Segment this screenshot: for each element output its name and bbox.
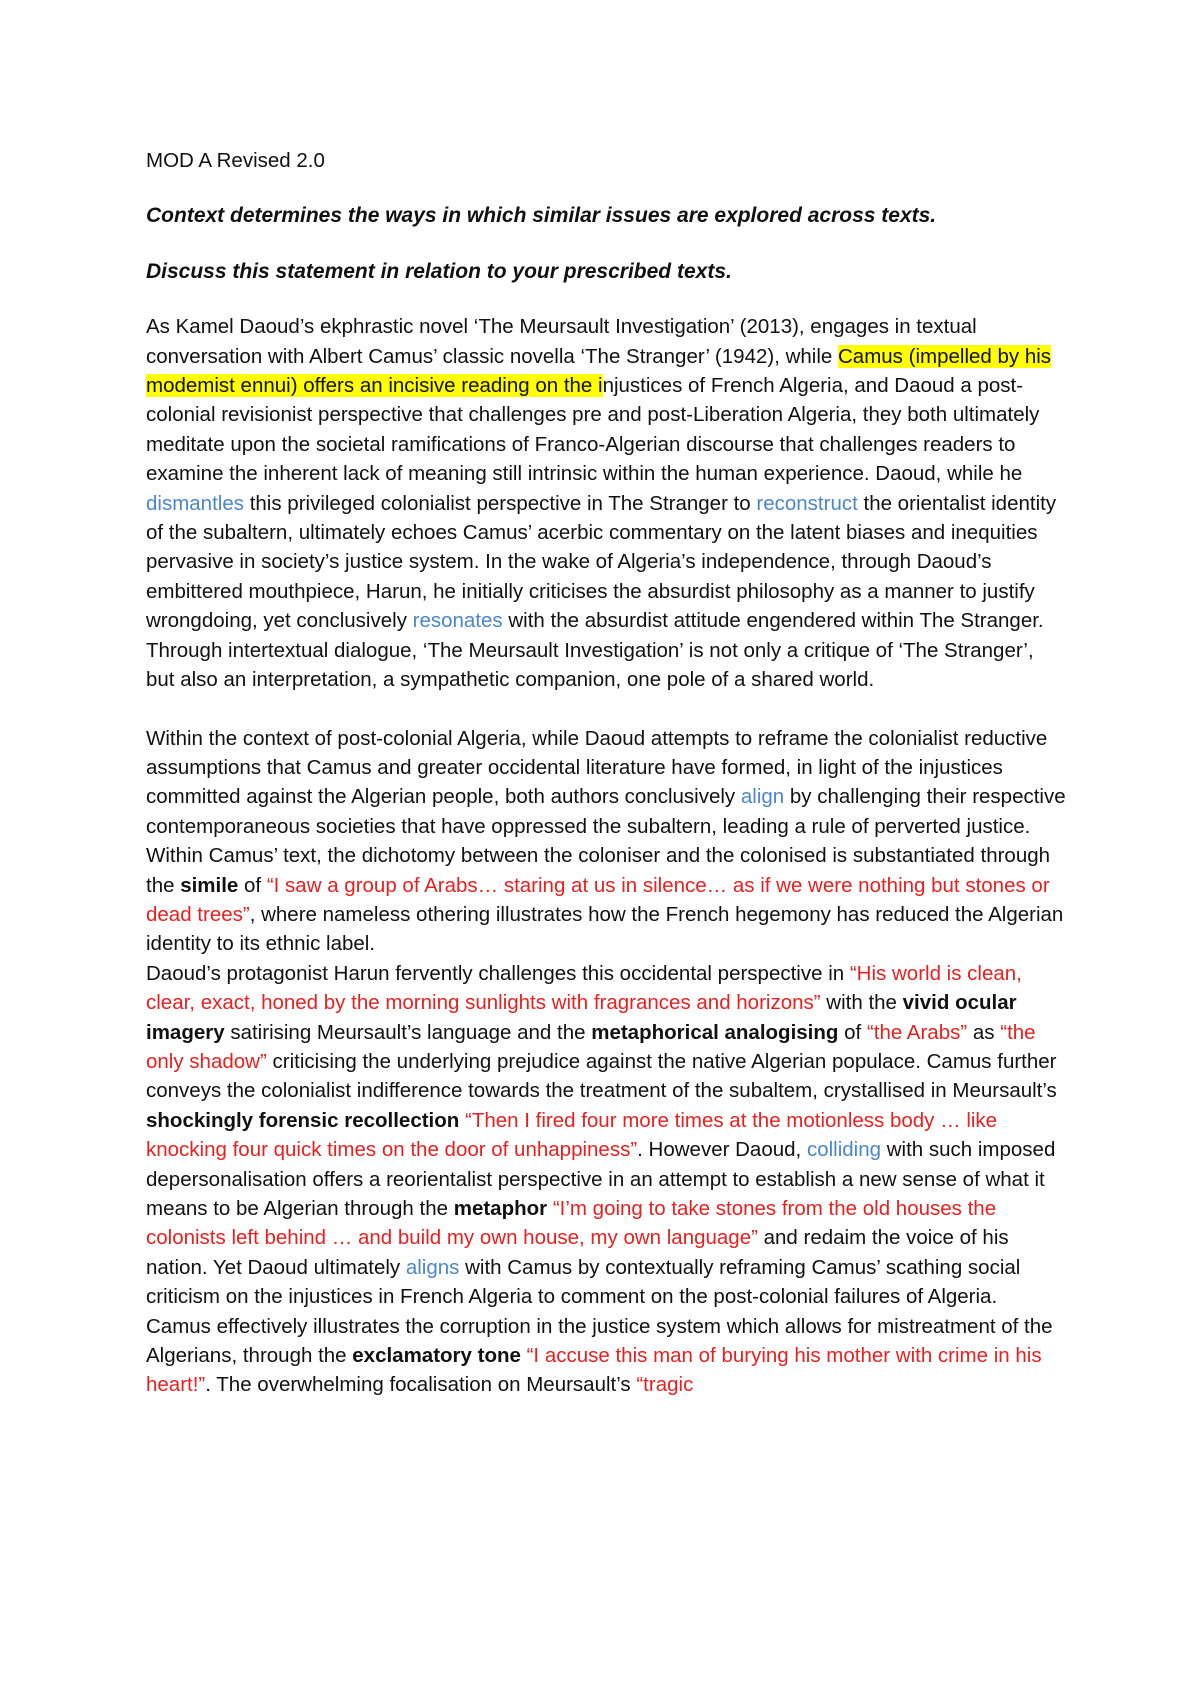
text-run: with Camus by contextually reframing Camus’ scathing social criticism on the injustices in French Algeria to comment on the post-colonial failures of Algeria. Camus effectively illustrates the corruption in the justice system which allows for mistreatment of the Algerians, through the (146, 1255, 1053, 1368)
quotation: “I’m going to take stones from the old houses the colonists left behind … and build my own house, my own language” (146, 1197, 997, 1250)
technique-label: metaphor (453, 1197, 548, 1220)
text-run: as (967, 1020, 1001, 1044)
verb-annotation: colliding (806, 1138, 882, 1162)
essay-question-line-1: Context determines the ways in which similar issues are explored across texts. (146, 204, 937, 228)
technique-label: shockingly forensic recollection (146, 1108, 460, 1132)
quotation: “the only shadow” (146, 1020, 1036, 1073)
document-body (146, 146, 1066, 1400)
verb-annotation: reconstruct (756, 491, 858, 515)
quotation: “I saw a group of Arabs… staring at us in silence… as if we were nothing but stones or dead trees” (146, 873, 1050, 926)
technique-label: metaphorical analogising (591, 1020, 839, 1044)
text-run: of (238, 873, 267, 897)
text-run: Within the context of post-colonial Algeria, while Daoud attempts to reframe the colonialist reductive assumptions that Camus and greater occidental literature have formed, in light of the injustices committed against the Algerian people, both authors conclusively (146, 726, 1048, 809)
text-run: . However Daoud, (637, 1138, 807, 1162)
quotation: “Then I fired four more times at the motionless body … like knocking four quick times on the door of unhappiness” (146, 1108, 998, 1162)
verb-annotation: aligns (405, 1255, 460, 1279)
paragraph-body-2 (146, 959, 1066, 1400)
document-title: MOD A Revised 2.0 (146, 149, 325, 172)
text-run: of (838, 1020, 867, 1044)
text-run: with such imposed depersonalisation offers a reorientalist perspective in an attempt to establish a new sense of what it means to be Algerian through the (146, 1138, 1056, 1220)
paragraph-introduction (146, 312, 1066, 694)
technique-label: exclamatory tone (352, 1344, 521, 1368)
quotation: “His world is clean, clear, exact, honed by the morning sunlights with fragrances and horizons” (146, 961, 1022, 1015)
text-run: this privileged colonialist perspective in The Stranger to (244, 491, 757, 515)
text-run: njustices of French Algeria, and Daoud a post-colonial revisionist perspective that challenges pre and post-Liberation Algeria, they both ultimately meditate upon the societal ramifications of Franco-Algerian discourse that challenges readers to examine the inherent lack of meaning still intrinsic within the human experience. Daoud, while he (146, 374, 1040, 486)
verb-annotation: align (740, 785, 785, 809)
text-run: with the (820, 991, 903, 1015)
paragraph-body-1 (146, 724, 1066, 959)
highlighted-text: Camus (impelled by his modemist ennui) offers an incisive reading on the i (146, 344, 1052, 398)
text-run: criticising the underlying prejudice against the native Algerian populace. Camus further conveys the colonialist indifference towards the treatment of the subaltem, crystallised in Meursault’s (146, 1049, 1057, 1103)
text-run: As Kamel Daoud’s ekphrastic novel ‘The Meursault Investigation’ (2013), engages in textual conversation with Albert Camus’ classic novella ‘The Stranger’ (1942), while (146, 315, 977, 368)
verb-annotation: resonates (412, 609, 503, 633)
text-run: and redaim the voice of his nation. Yet Daoud ultimately (146, 1226, 1009, 1279)
text-run: by challenging their respective contemporaneous societies that have oppressed the subaltern, leading a rule of perverted justice. Within Camus’ text, the dichotomy between the coloniser and the colonised is substantiated through the (146, 785, 1066, 897)
text-run: with the absurdist attitude engendered within The Stranger. Through intertextual dialogue, ‘The Meursault Investigation’ is not only a critique of ‘The Stranger’, but also an interpretation, a sympathetic companion, one pole of a shared world. (146, 609, 1044, 692)
text-run: the orientalist identity of the subaltern, ultimately echoes Camus’ acerbic commentary on the latent biases and inequities pervasive in society’s justice system. In the wake of Algeria’s independence, through Daoud’s embittered mouthpiece, Harun, he initially criticises the absurdist philosophy as a manner to justify wrongdoing, yet conclusively (146, 491, 1057, 633)
quotation: “I accuse this man of burying his mother with crime in his heart!” (146, 1344, 1042, 1397)
text-run: . The overwhelming focalisation on Meursault’s (205, 1373, 637, 1397)
technique-label: simile (180, 873, 239, 897)
verb-annotation: dismantles (146, 491, 244, 515)
text-run: satirising Meursault’s language and the (224, 1020, 592, 1044)
quotation: “tragic (636, 1373, 694, 1397)
text-run: Daoud’s protagonist Harun fervently challenges this occidental perspective in (146, 961, 850, 985)
text-run: , where nameless othering illustrates how the French hegemony has reduced the Algerian identity to its ethnic label. (146, 902, 1064, 956)
quotation: “the Arabs” (866, 1020, 968, 1044)
essay-question-line-2: Discuss this statement in relation to your prescribed texts. (146, 259, 732, 283)
technique-label: vivid ocular imagery (146, 991, 1017, 1044)
